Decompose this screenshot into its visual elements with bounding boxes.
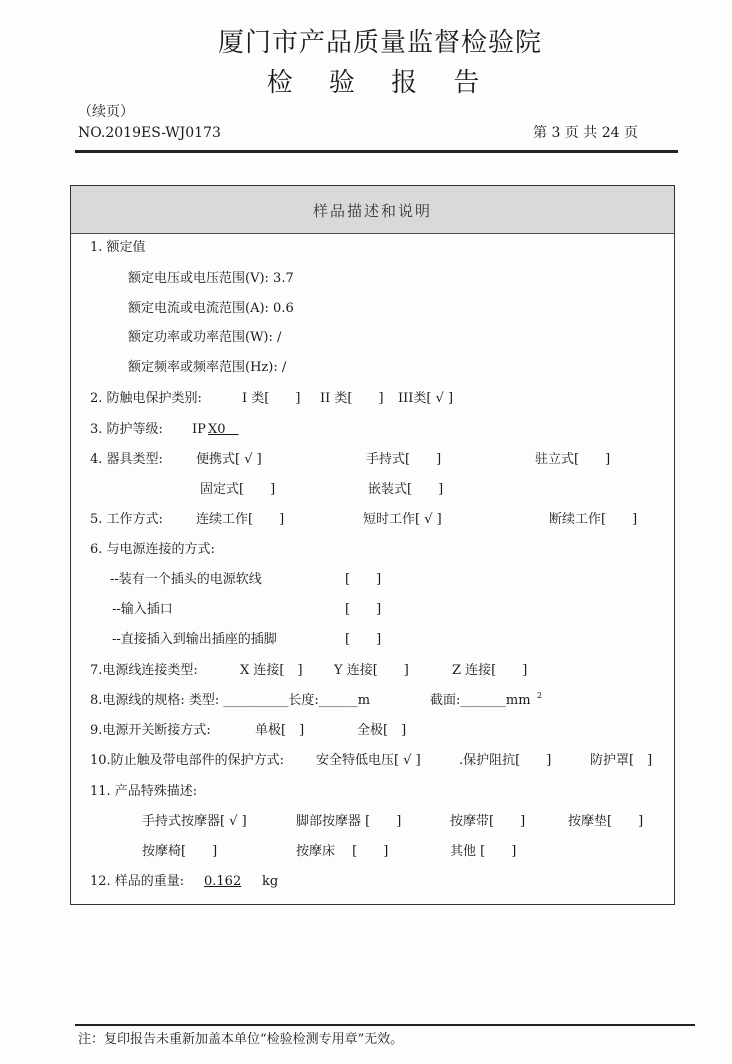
continued-label: （续页） — [78, 104, 134, 120]
fixed-checkbox: 固定式[ ] — [200, 482, 276, 497]
all-pole-checkbox: 全极[ ] — [357, 723, 407, 738]
cord-spec-section: 截面:_______mm — [430, 693, 531, 708]
switch-disconnect-label: 9.电源开关断接方式: — [90, 723, 211, 738]
report-title: 检 验 报 告 — [266, 68, 494, 98]
protective-impedance-checkbox: .保护阻抗[ ] — [459, 753, 552, 768]
sample-weight-value: 0.162 — [204, 874, 242, 889]
footer-note: 注：复印报告未重新加盖本单位“检验检测专用章”无效。 — [78, 1032, 404, 1047]
special-description-label: 11. 产品特殊描述: — [90, 784, 198, 799]
portable-checkbox: 便携式[ √ ] — [196, 452, 262, 467]
class-1-checkbox: I 类[ ] — [242, 391, 301, 406]
operation-mode-label: 5. 工作方式: — [90, 512, 163, 527]
plug-cord-option: --装有一个插头的电源软线 — [110, 572, 262, 587]
single-pole-checkbox: 单极[ ] — [255, 723, 305, 738]
rated-power: 额定功率或功率范围(W): / — [128, 330, 282, 345]
handheld-massager-checkbox: 手持式按摩器[ √ ] — [142, 814, 247, 829]
intermittent-checkbox: 断续工作[ ] — [549, 512, 638, 527]
class-2-checkbox: II 类[ ] — [320, 391, 384, 406]
squared-superscript: 2 — [537, 691, 543, 700]
cord-spec-type-length: 8.电源线的规格: 类型: __________长度:______m — [90, 693, 371, 708]
power-connection-label: 6. 与电源连接的方式: — [90, 542, 215, 557]
ip-value: X0 — [208, 422, 239, 437]
ip-prefix: IP — [192, 422, 206, 437]
massage-pad-checkbox: 按摩垫[ ] — [568, 814, 644, 829]
cord-attachment-label: 7.电源线连接类型: — [90, 663, 198, 678]
foot-massager-checkbox: 脚部按摩器 [ ] — [296, 814, 402, 829]
shock-protection-label: 2. 防触电保护类别: — [90, 391, 202, 406]
massage-bed-checkbox: 按摩床 [ ] — [296, 844, 389, 859]
inlet-option: --输入插口 — [112, 602, 173, 617]
rated-voltage: 额定电压或电压范围(V): 3.7 — [128, 271, 294, 286]
ip-grade-label: 3. 防护等级: — [90, 422, 163, 437]
short-time-checkbox: 短时工作[ √ ] — [363, 512, 442, 527]
massage-chair-checkbox: 按摩椅[ ] — [142, 844, 218, 859]
x-attachment-checkbox: X 连接[ ] — [240, 663, 303, 678]
institute-name: 厦门市产品质量监督检验院 — [217, 28, 542, 58]
class-3-checkbox: III类[ √ ] — [398, 391, 454, 406]
page-info: 第 3 页 共 24 页 — [533, 125, 638, 141]
footer-divider — [75, 1024, 695, 1026]
rated-values-heading: 1. 额定值 — [90, 240, 146, 255]
rated-frequency: 额定频率或频率范围(Hz): / — [128, 360, 287, 375]
massage-belt-checkbox: 按摩带[ ] — [450, 814, 526, 829]
inlet-checkbox: [ ] — [345, 602, 382, 617]
direct-plug-checkbox: [ ] — [345, 632, 382, 647]
direct-plug-option: --直接插入到输出插座的插脚 — [112, 632, 277, 647]
sample-weight-unit: kg — [262, 874, 279, 889]
continuous-checkbox: 连续工作[ ] — [196, 512, 285, 527]
stationary-checkbox: 驻立式[ ] — [535, 452, 611, 467]
appliance-type-label: 4. 器具类型: — [90, 452, 163, 467]
sample-weight-label: 12. 样品的重量: — [90, 874, 185, 889]
section-header — [71, 186, 674, 234]
header-divider — [75, 150, 678, 153]
live-parts-protection-label: 10.防止触及带电部件的保护方式: — [90, 753, 285, 768]
rated-current: 额定电流或电流范围(A): 0.6 — [128, 301, 294, 316]
plug-cord-checkbox: [ ] — [345, 572, 382, 587]
section-title: 样品描述和说明 — [312, 202, 432, 220]
report-number: NO.2019ES-WJ0173 — [78, 125, 221, 141]
guard-checkbox: 防护罩[ ] — [590, 753, 653, 768]
handheld-checkbox: 手持式[ ] — [366, 452, 442, 467]
built-in-checkbox: 嵌装式[ ] — [368, 482, 444, 497]
other-checkbox: 其他 [ ] — [450, 844, 517, 859]
y-attachment-checkbox: Y 连接[ ] — [334, 663, 409, 678]
z-attachment-checkbox: Z 连接[ ] — [452, 663, 528, 678]
selv-checkbox: 安全特低电压[ √ ] — [316, 753, 421, 768]
